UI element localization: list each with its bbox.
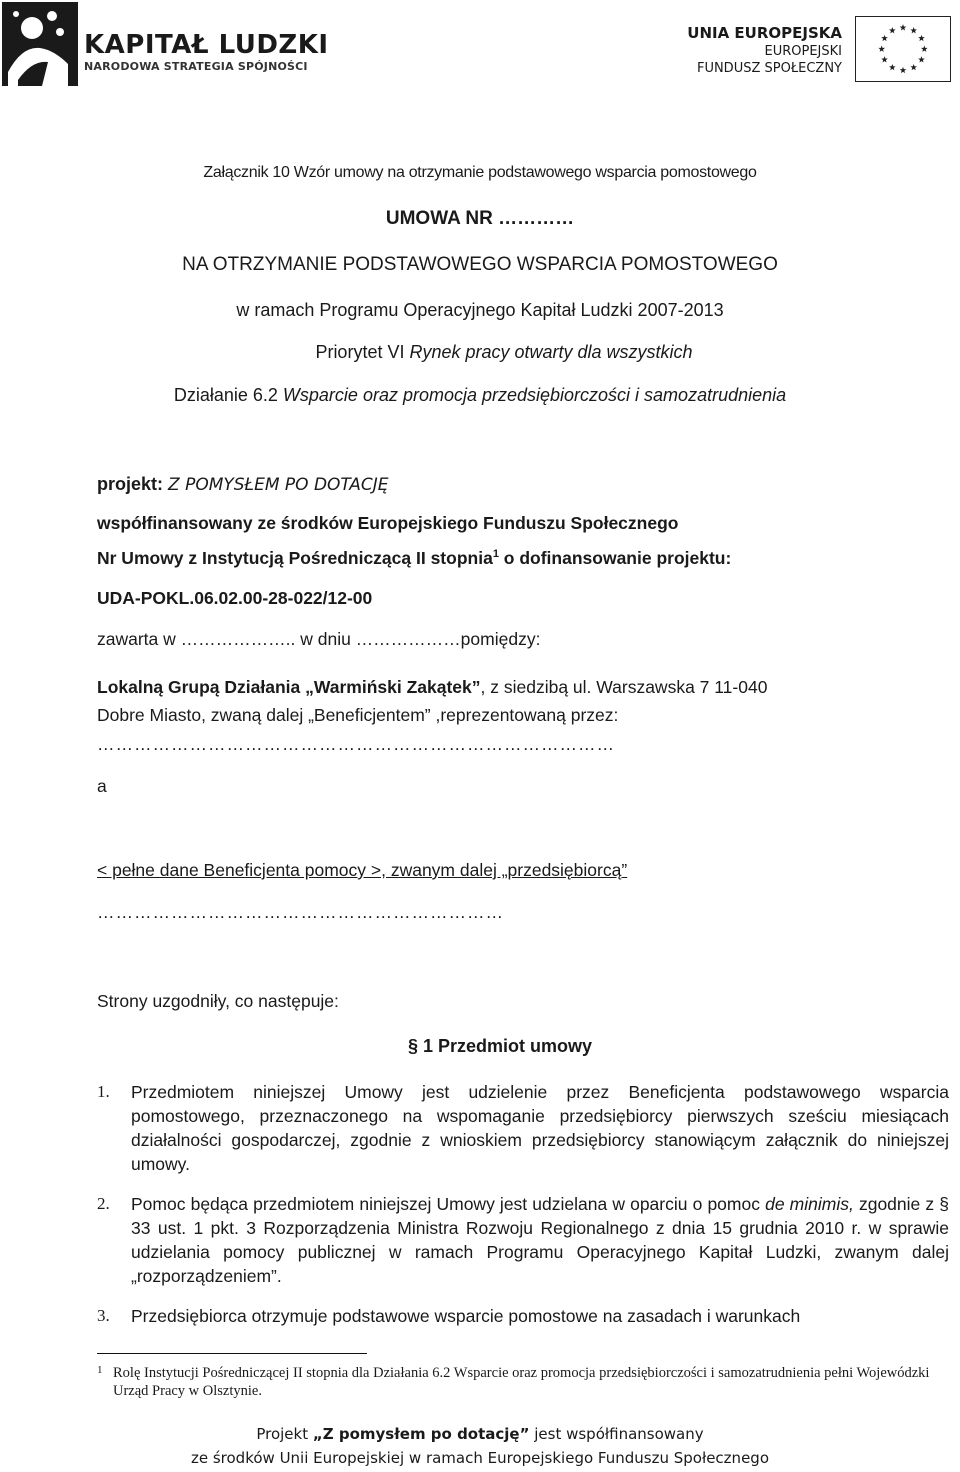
list-item-text-a: Pomoc będąca przedmiotem niniejszej Umowy jest udzielana w oparciu o pomoc: [131, 1194, 766, 1214]
agreement-number-line: [97, 548, 731, 569]
list-item-number: 1.: [97, 1082, 110, 1101]
action-name: Wsparcie oraz promocja przedsiębiorczości i samozatrudnienia: [282, 385, 787, 405]
list-item: [97, 1304, 949, 1328]
eu-line2: EUROPEJSKI: [764, 44, 842, 59]
action-line: [0, 385, 960, 406]
eu-star-icon: [900, 67, 907, 73]
parties-agreed-line: Strony uzgodniły, co następuje:: [97, 991, 339, 1011]
eu-flag-icon: [855, 16, 951, 82]
cofinanced-line: współfinansowany ze środków Europejskiego Funduszu Społecznego: [97, 513, 679, 533]
entrepreneur-dots: …………………………………………………………: [97, 902, 504, 922]
kapital-ludzki-subtitle: NARODOWA STRATEGIA SPÓJNOŚCI: [84, 60, 308, 73]
and-line: a: [97, 776, 107, 796]
eu-star-icon: [910, 64, 917, 70]
entrepreneur-data-line: < pełne dane Beneficjenta pomocy >, zwanym dalej „przedsiębiorcą”: [97, 860, 628, 880]
list-item-number: 2.: [97, 1194, 110, 1213]
eu-line1: UNIA EUROPEJSKA: [687, 24, 842, 42]
beneficiary-line: Dobre Miasto, zwaną dalej „Beneficjentem” ,reprezentowaną przez:: [97, 705, 619, 725]
action-prefix: Działanie 6.2: [173, 385, 283, 405]
footer-line1: [0, 1425, 960, 1443]
eu-star-icon: [918, 56, 925, 62]
page-header: [0, 0, 960, 100]
eu-star-icon: [881, 56, 888, 62]
section-title: § 1 Przedmiot umowy: [408, 1036, 593, 1056]
eu-logo-text: [687, 24, 842, 76]
eu-star-icon: [889, 64, 896, 70]
priority-line: [48, 342, 960, 363]
project-name: Z POMYSŁEM PO DOTACJĘ: [168, 475, 389, 495]
list-item: [97, 1192, 949, 1288]
eu-star-icon: [921, 46, 928, 52]
footnote-ref: 1: [492, 548, 499, 561]
annex-title: Załącznik 10 Wzór umowy na otrzymanie podstawowego wsparcia pomostowego: [203, 164, 757, 181]
list-item-text-b: zgodnie z § 33 ust. 1 pkt. 3 Rozporządzenia Ministra Rozwoju Regionalnego z dnia 15 grudnia 2010 r. w sprawie udzielania pomocy publicznej w ramach Programu Operacyjnego Kapitał Ludzki, zwanym dalej „rozporządzeniem”.: [131, 1194, 949, 1286]
list-item-text: Przedmiotem niniejszej Umowy jest udzielenie przez Beneficjenta podstawowego wsparcia pomostowego, przeznaczonego na wspomaganie przedsiębiorcy pierwszych sześciu miesiącach działalności gospodarczej, zgodnie z wnioskiem przedsiębiorcy stanowiącym załącznik do niniejszej umowy.: [131, 1082, 949, 1174]
eu-star-icon: [878, 46, 885, 52]
representative-dots: …………………………………………………………………………: [97, 734, 615, 754]
priority-prefix: Priorytet VI: [315, 342, 410, 362]
list-item-number: 3.: [97, 1306, 110, 1325]
lgd-name: Lokalną Grupą Działania „Warmiński Zakątek”: [97, 677, 481, 697]
footer-prefix: Projekt: [256, 1425, 313, 1443]
eu-star-icon: [900, 24, 907, 30]
footer-suffix: jest współfinansowany: [529, 1425, 704, 1443]
footnote: [97, 1364, 957, 1400]
project-label: projekt:: [97, 474, 169, 494]
list-item-text: Przedsiębiorca otrzymuje podstawowe wsparcie pomostowe na zasadach i warunkach: [131, 1306, 801, 1326]
kapital-ludzki-logo-icon: [2, 2, 78, 86]
project-line: [97, 474, 389, 495]
priority-name: Rynek pracy otwarty dla wszystkich: [409, 342, 693, 362]
eu-star-icon: [910, 27, 917, 33]
lgd-address: , z siedzibą ul. Warszawska 7 11-040: [480, 677, 768, 697]
concluded-line: zawarta w ……………….. w dniu ………………pomiędzy:: [97, 629, 541, 649]
agreement-number-text: Nr Umowy z Instytucją Pośredniczącą II stopnia: [97, 548, 493, 568]
footer-project-name: „Z pomysłem po dotację”: [312, 1425, 530, 1443]
program-line: w ramach Programu Operacyjnego Kapitał Ludzki 2007-2013: [236, 300, 724, 320]
contract-title: NA OTRZYMANIE PODSTAWOWEGO WSPARCIA POMOSTOWEGO: [182, 254, 778, 275]
contract-number: UMOWA NR …………: [385, 208, 575, 229]
list-item: [97, 1080, 949, 1176]
eu-star-icon: [881, 35, 888, 41]
footnote-number: 1: [97, 1364, 103, 1376]
footnote-divider: [97, 1353, 367, 1354]
list-item-text-italic: de minimis,: [765, 1194, 854, 1214]
kapital-ludzki-title: KAPITAŁ LUDZKI: [84, 30, 329, 60]
eu-star-icon: [889, 27, 896, 33]
eu-line3: FUNDUSZ SPOŁECZNY: [696, 61, 842, 76]
eu-star-icon: [918, 35, 925, 41]
uda-number: UDA-POKL.06.02.00-28-022/12-00: [97, 588, 373, 608]
agreement-number-suffix: o dofinansowanie projektu:: [498, 548, 732, 568]
list-item-text: [131, 1192, 949, 1288]
lgd-line: [97, 677, 767, 698]
footer-line2: ze środków Unii Europejskiej w ramach Europejskiego Funduszu Społecznego: [190, 1449, 769, 1467]
footnote-text: Rolę Instytucji Pośredniczącej II stopnia dla Działania 6.2 Wsparcie oraz promocja przedsiębiorczości i samozatrudnienia pełni Wojewódzki Urząd Pracy w Olsztynie.: [113, 1365, 930, 1399]
